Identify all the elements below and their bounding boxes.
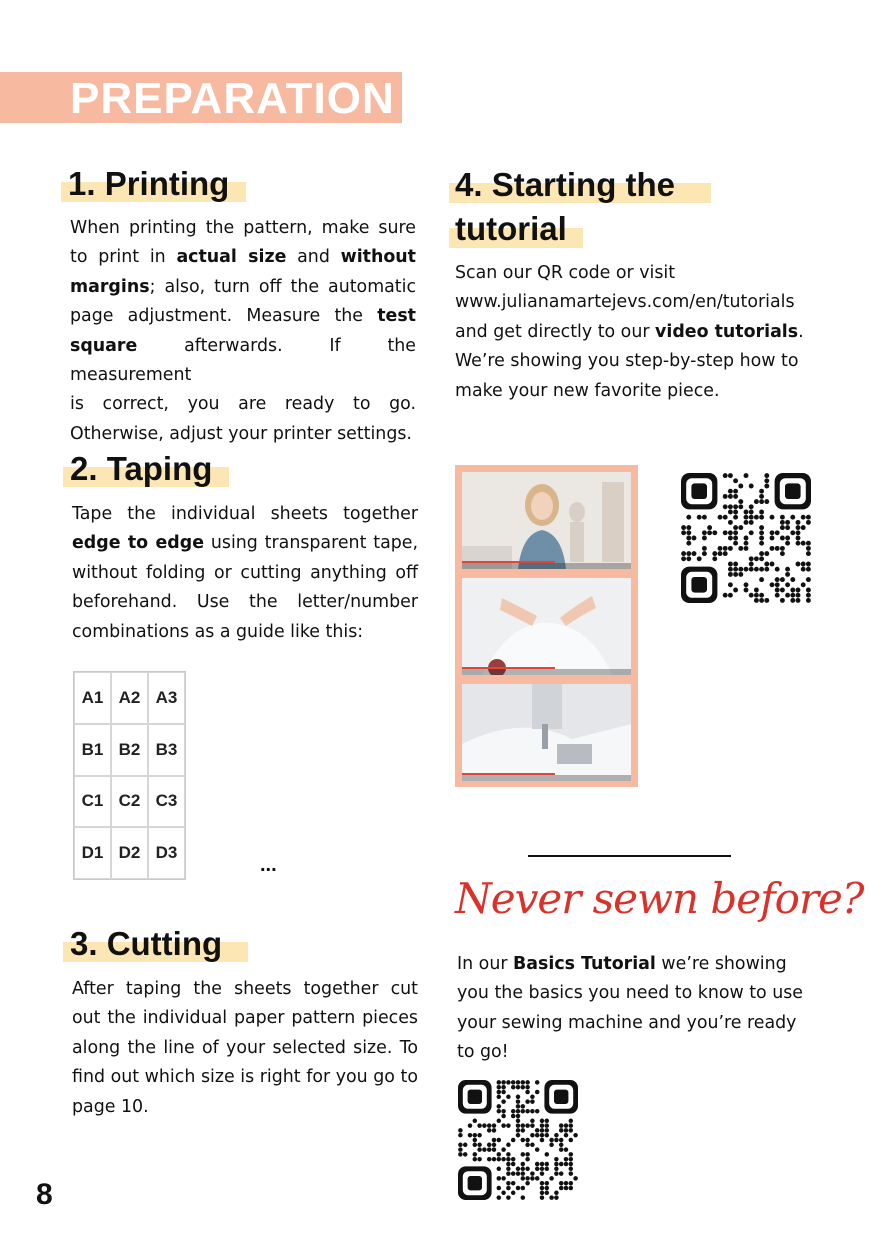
- grid-cell: C3: [148, 776, 185, 828]
- section-divider: [528, 855, 731, 857]
- bold-text: actual size: [176, 247, 287, 268]
- taping-heading: 2. Taping: [70, 450, 213, 487]
- text-line: When printing the pattern, make sure: [70, 218, 416, 238]
- text-line: is correct, you are ready to go.: [70, 394, 416, 415]
- video-thumbnail-sewing[interactable]: [462, 684, 631, 781]
- printing-heading: 1. Printing: [68, 165, 230, 202]
- sheet-layout-grid: [73, 671, 186, 880]
- tutorial-heading-line1: 4. Starting the: [455, 166, 676, 203]
- text-line: margins; also, turn off the automatic: [70, 276, 416, 297]
- video-thumbnail-intro[interactable]: [462, 472, 631, 569]
- bold-text: video tutorials: [655, 321, 799, 342]
- grid-cell: D2: [111, 827, 148, 879]
- text-line: along the line of your selected size. To: [72, 1037, 418, 1058]
- page-number: 8: [36, 1178, 53, 1211]
- text-line: square afterwards. If the measurement: [70, 335, 416, 386]
- tutorial-heading-line2: tutorial: [455, 210, 567, 247]
- text-line: Otherwise, adjust your printer settings.: [70, 423, 412, 444]
- cutting-text: [72, 975, 418, 1122]
- grid-cell: B3: [148, 724, 185, 776]
- grid-cell: C2: [111, 776, 148, 828]
- text-line: www.julianamartejevs.com/en/tutorials: [455, 292, 795, 313]
- text-line: you the basics you need to know to use: [457, 983, 803, 1004]
- grid-cell: C1: [74, 776, 111, 828]
- qr-code-icon[interactable]: [458, 1080, 578, 1200]
- text-line: After taping the sheets together cut: [72, 979, 418, 999]
- taping-text: [72, 500, 418, 647]
- never-sewn-script-title: Never sewn before?: [455, 874, 864, 923]
- text-line: beforehand. Use the letter/number: [72, 592, 418, 613]
- text-line: Tape the individual sheets together: [72, 504, 418, 524]
- grid-cell: A1: [74, 672, 111, 724]
- text-line: Scan our QR code or visit: [455, 263, 676, 283]
- fabric-hands-image: [462, 578, 631, 675]
- cutting-heading: 3. Cutting: [70, 925, 223, 962]
- text-line: out the individual paper pattern pieces: [72, 1008, 418, 1029]
- bold-text: margins: [70, 276, 150, 297]
- text-line: make your new favorite piece.: [455, 380, 720, 401]
- text-line: edge to edge using transparent tape,: [72, 533, 418, 554]
- text-line: We’re showing you step-by-step how to: [455, 351, 799, 372]
- bold-text: test: [377, 306, 416, 327]
- sewing-machine-image: [462, 684, 631, 781]
- text-line: to print in actual size and without: [70, 247, 416, 268]
- bold-text: edge to edge: [72, 533, 204, 554]
- text-line: combinations as a guide like this:: [72, 621, 364, 642]
- grid-cell: D1: [74, 827, 111, 879]
- text-line: to go!: [457, 1042, 509, 1063]
- page-title: PREPARATION: [70, 74, 395, 123]
- presenter-image: [462, 472, 631, 569]
- bold-text: without: [340, 247, 416, 268]
- text-line: page 10.: [72, 1096, 149, 1117]
- video-thumbnails: [455, 465, 638, 787]
- bold-text: square: [70, 335, 138, 356]
- grid-cell: D3: [148, 827, 185, 879]
- grid-cell: B1: [74, 724, 111, 776]
- grid-cell: B2: [111, 724, 148, 776]
- text-line: find out which size is right for you go to: [72, 1067, 418, 1088]
- basics-text: [457, 950, 817, 1068]
- grid-cell: A3: [148, 672, 185, 724]
- grid-cell: A2: [111, 672, 148, 724]
- video-thumbnail-fabric[interactable]: [462, 578, 631, 675]
- printing-text: [70, 214, 416, 449]
- text-line: your sewing machine and you’re ready: [457, 1012, 797, 1033]
- qr-code-icon[interactable]: [681, 473, 811, 603]
- text-line: page adjustment. Measure the test: [70, 306, 416, 327]
- tutorial-text: [455, 259, 815, 406]
- bold-text: Basics Tutorial: [513, 954, 656, 974]
- text-line: without folding or cutting anything off: [72, 562, 418, 583]
- text-line: In our Basics Tutorial we’re showing: [457, 954, 787, 974]
- grid-ellipsis: ...: [260, 854, 277, 876]
- text-line: and get directly to our video tutorials.: [455, 321, 804, 342]
